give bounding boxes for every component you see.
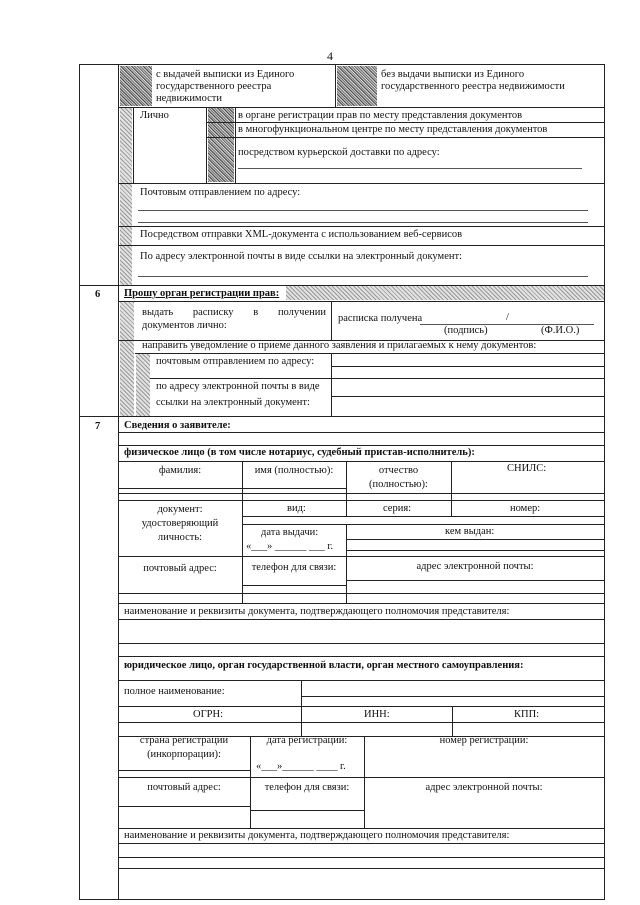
inn-label: ИНН: — [364, 709, 390, 720]
post-address-line-2 — [138, 222, 588, 223]
issued-by-label: кем выдан: — [445, 526, 495, 537]
email-label: адрес электронной почты: — [416, 561, 534, 572]
rule — [346, 500, 347, 516]
rule — [346, 524, 347, 556]
rule — [331, 396, 604, 397]
country-line1: страна регистрации — [139, 735, 229, 746]
id-document-label — [118, 504, 242, 544]
rule — [451, 461, 452, 501]
rule — [118, 868, 604, 869]
section-6-side-shade — [120, 302, 134, 417]
issue-receipt-word: в — [253, 307, 259, 318]
courier-address-line — [238, 168, 582, 169]
send-notification-label: направить уведомление о приеме данного заявления и прилагаемых к нему документов: — [142, 340, 537, 351]
legal-header: юридическое лицо, орган государственной власти, орган местного самоуправления: — [124, 660, 524, 671]
rule — [118, 493, 604, 494]
issue-receipt-words — [142, 307, 326, 319]
rule — [250, 810, 364, 811]
country-label — [118, 735, 250, 761]
rule — [118, 556, 604, 557]
rule — [118, 806, 250, 807]
frame-top — [79, 64, 604, 65]
rule — [118, 643, 604, 644]
rule — [118, 461, 604, 462]
rule — [135, 353, 604, 354]
email-link-line — [138, 276, 588, 277]
rule — [206, 137, 604, 138]
rule — [242, 585, 346, 586]
snils-label: СНИЛС: — [507, 463, 547, 474]
rule — [451, 500, 452, 516]
rule — [242, 524, 604, 525]
rule — [118, 445, 604, 446]
rule — [331, 301, 332, 340]
rule — [242, 500, 243, 556]
rule — [118, 619, 604, 620]
personally-label: Лично — [140, 110, 169, 121]
issue-receipt-line2: документов лично: — [142, 320, 227, 331]
rule — [118, 706, 604, 707]
rule — [331, 366, 604, 367]
notify-by-email-line1: по адресу электронной почты в виде — [156, 381, 320, 392]
phone-label: телефон для связи: — [251, 562, 337, 573]
individual-header: физическое лицо (в том числе нотариус, судебный пристав-исполнитель): — [124, 447, 475, 458]
section-7-number: 7 — [95, 421, 101, 432]
rule — [118, 722, 604, 723]
rule — [301, 680, 302, 736]
surname-label: фамилия: — [158, 465, 202, 476]
notify-by-email-label — [156, 381, 328, 409]
notify-by-post-label: почтовым отправлением по адресу: — [156, 356, 315, 367]
legal-phone-label: телефон для связи: — [264, 782, 350, 793]
rule — [346, 539, 604, 540]
rule — [118, 432, 604, 433]
name-label: имя (полностью): — [254, 465, 334, 476]
issue-receipt-word: получении — [277, 307, 326, 318]
post-address-line-1 — [138, 210, 588, 211]
patronymic-label — [346, 465, 451, 491]
courier-label: посредством курьерской доставки по адресу: — [238, 147, 440, 158]
postal-address-label: почтовый адрес: — [143, 563, 217, 574]
rule — [118, 857, 604, 858]
checkbox-with-extract[interactable] — [120, 66, 152, 106]
checkbox-mfc[interactable] — [208, 123, 234, 137]
extract-divider — [335, 64, 336, 108]
rule — [118, 500, 604, 501]
section-6-header-shade — [286, 286, 604, 300]
rule — [118, 107, 604, 108]
section-7-title: Сведения о заявителе: — [124, 420, 231, 431]
delivery-shade — [120, 108, 132, 286]
checkbox-without-extract[interactable] — [337, 66, 377, 106]
id-doc-line2: удостоверяющий — [141, 518, 219, 529]
rule — [301, 696, 604, 697]
patronymic-line1: отчество — [378, 465, 419, 476]
frame-col-divider — [118, 64, 119, 900]
frame-right — [604, 64, 605, 900]
id-doc-line1: документ: — [157, 504, 203, 515]
issue-date-label: дата выдачи: — [261, 527, 319, 538]
rule — [118, 488, 346, 489]
rule — [346, 550, 604, 551]
with-extract-label: с выдачей выписки из Единого государственного реестра недвижимости — [156, 69, 295, 104]
rule — [346, 580, 604, 581]
receipt-received-label: расписка получена — [338, 313, 423, 324]
country-line2: (инкорпорации): — [147, 749, 221, 760]
rule — [118, 301, 604, 302]
section-6-number: 6 — [95, 289, 101, 300]
legal-postal-address-label: почтовый адрес: — [147, 782, 221, 793]
rule — [118, 843, 604, 844]
reg-date-template: «___»______ ____ г. — [256, 761, 346, 772]
email-link-label: По адресу электронной почты в виде ссылки на электронный документ: — [140, 251, 462, 262]
issue-receipt-word: расписку — [192, 307, 234, 318]
rule — [118, 603, 604, 604]
patronymic-line2: (полностью): — [369, 479, 428, 490]
rule — [118, 593, 604, 594]
xml-label: Посредством отправки XML-документа с использованием веб-сервисов — [140, 229, 463, 240]
series-label: серия: — [383, 503, 412, 514]
full-name-label: полное наименование: — [124, 686, 225, 697]
notify-by-email-line2: ссылки на электронный документ: — [156, 397, 310, 408]
legal-authority-doc-label: наименование и реквизиты документа, подтверждающего полномочия представителя: — [124, 830, 510, 841]
without-extract-label: без выдачи выписки из Единого государственного реестра недвижимости — [381, 69, 565, 92]
post-label: Почтовым отправлением по адресу: — [140, 187, 301, 198]
frame-bottom — [79, 899, 604, 900]
rule — [235, 107, 236, 183]
receipt-slash: / — [506, 312, 509, 323]
issue-receipt-word: выдать — [142, 307, 174, 318]
rule — [150, 378, 604, 379]
ogrn-label: ОГРН: — [193, 709, 223, 720]
reg-date-label: дата регистрации: — [266, 735, 348, 746]
rule — [118, 245, 604, 246]
rule — [133, 107, 134, 183]
rule — [206, 107, 207, 183]
page-number: 4 — [327, 49, 333, 63]
checkbox-registry-office[interactable] — [208, 108, 234, 122]
rule — [452, 706, 453, 736]
rule — [206, 122, 604, 123]
reg-number-label: номер регистрации: — [439, 735, 529, 746]
rule — [242, 516, 604, 517]
section-6-title: Прошу орган регистрации прав: — [124, 288, 280, 299]
mfc-label: в многофункциональном центре по месту представления документов — [238, 124, 548, 135]
rule — [118, 770, 250, 771]
rule — [118, 680, 604, 681]
signature-caption: (подпись) — [444, 325, 488, 336]
name-caption: (Ф.И.О.) — [541, 325, 580, 336]
legal-email-label: адрес электронной почты: — [425, 782, 543, 793]
rule — [79, 416, 604, 417]
kind-label: вид: — [287, 503, 306, 514]
rule — [331, 353, 332, 417]
rule — [118, 828, 604, 829]
id-doc-line3: личность: — [157, 532, 203, 543]
rule — [118, 656, 604, 657]
rule — [118, 183, 604, 184]
rule — [118, 226, 604, 227]
individual-authority-doc-label: наименование и реквизиты документа, подтверждающего полномочия представителя: — [124, 606, 510, 617]
number-label: номер: — [510, 503, 541, 514]
issue-date-template: «___» ______ ___ г. — [246, 541, 334, 552]
checkbox-notify-post[interactable] — [136, 354, 150, 416]
checkbox-courier[interactable] — [208, 138, 234, 182]
frame-left — [79, 64, 80, 900]
rule — [118, 777, 604, 778]
kpp-label: КПП: — [514, 709, 540, 720]
registry-office-label: в органе регистрации прав по месту представления документов — [238, 110, 523, 121]
